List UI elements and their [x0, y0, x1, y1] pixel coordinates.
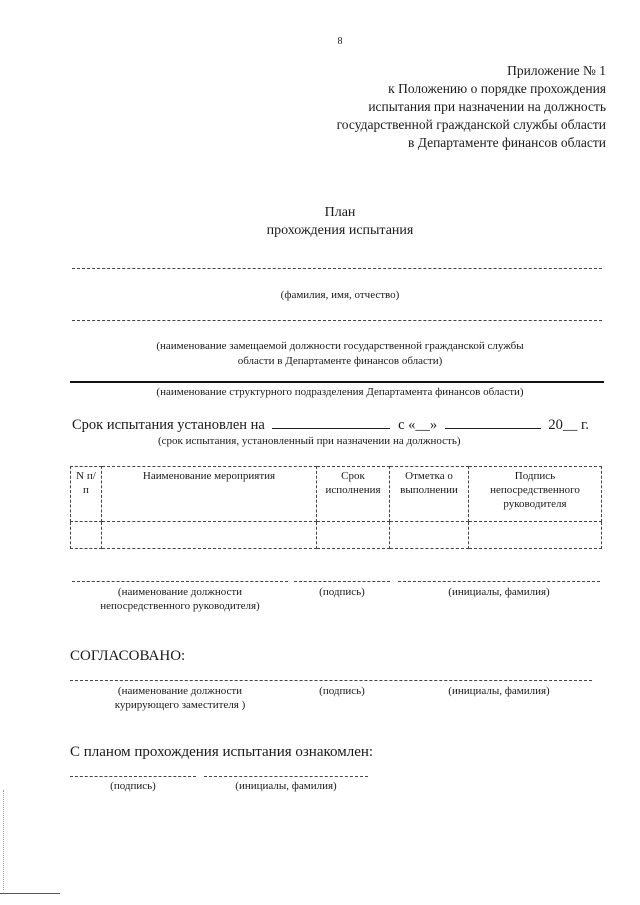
manager-position-caption-line2: непосредственного руководителя) — [100, 600, 260, 612]
column-header-completion-mark: Отметка о выполнении — [390, 467, 469, 522]
table-cell[interactable] — [102, 522, 317, 549]
manager-name-field-line[interactable] — [398, 581, 600, 582]
term-month-field[interactable] — [445, 416, 541, 429]
acknowledged-name-caption: (инициалы, фамилия) — [235, 780, 337, 792]
acknowledged-signature-caption: (подпись) — [110, 780, 156, 792]
position-caption-line2: области в Департаменте финансов области) — [237, 355, 443, 367]
manager-name-caption: (инициалы, фамилия) — [448, 586, 550, 598]
table-cell[interactable] — [71, 522, 102, 549]
table-cell[interactable] — [390, 522, 469, 549]
acknowledged-name-field-line[interactable] — [204, 776, 368, 777]
manager-position-field-line[interactable] — [72, 581, 288, 582]
approved-name-caption: (инициалы, фамилия) — [448, 685, 550, 697]
term-row — [72, 416, 589, 434]
approved-position-caption-line2: курирующего заместителя ) — [114, 699, 246, 711]
full-name-field-line[interactable] — [72, 268, 602, 269]
plan-title-sub: прохождения испытания — [266, 223, 414, 238]
table-cell[interactable] — [469, 522, 602, 549]
table-cell[interactable] — [317, 522, 390, 549]
acknowledged-heading: С планом прохождения испытания ознакомлен: — [70, 744, 374, 760]
table-header-row — [71, 467, 602, 522]
plan-table — [70, 466, 602, 549]
term-from-label: с «__» — [398, 417, 438, 433]
column-header-deadline: Срок исполнения — [317, 467, 390, 522]
approved-signature-caption: (подпись) — [319, 685, 365, 697]
table-row — [71, 522, 602, 549]
manager-signature-field-line[interactable] — [294, 581, 390, 582]
appendix-header — [337, 62, 606, 152]
page-number: 8 — [337, 36, 343, 47]
approved-position-caption-line1: (наименование должности — [117, 685, 243, 697]
term-year-label: 20__ г. — [548, 417, 589, 433]
appendix-line: испытания при назначении на должность — [368, 99, 606, 114]
department-field-line[interactable] — [70, 381, 604, 383]
plan-title-main: План — [324, 205, 356, 220]
term-note: (срок испытания, установленный при назначении на должность) — [158, 435, 461, 447]
appendix-line: в Департаменте финансов области — [407, 135, 606, 150]
position-field-line[interactable] — [72, 320, 602, 321]
term-label: Срок испытания установлен на — [72, 417, 265, 433]
manager-signature-caption: (подпись) — [319, 586, 365, 598]
approved-field-line[interactable] — [70, 680, 592, 681]
full-name-caption: (фамилия, имя, отчество) — [280, 289, 400, 301]
appendix-line: к Положению о порядке прохождения — [388, 81, 606, 96]
manager-position-caption-line1: (наименование должности — [117, 586, 243, 598]
column-header-manager-signature: Подпись непосредственного руководителя — [469, 467, 602, 522]
scan-edge-mark — [3, 790, 4, 890]
column-header-activity: Наименование мероприятия — [102, 467, 317, 522]
scan-bottom-mark — [0, 893, 60, 894]
term-duration-field[interactable] — [272, 416, 390, 429]
plan-title — [0, 204, 640, 240]
position-caption-line1: (наименование замещаемой должности государственной гражданской службы — [156, 340, 524, 352]
appendix-line: Приложение № 1 — [507, 63, 606, 78]
column-header-number: N п/п — [71, 467, 102, 522]
department-caption: (наименование структурного подразделения Департамента финансов области) — [156, 386, 524, 398]
approved-heading: СОГЛАСОВАНО: — [70, 648, 186, 664]
appendix-line: государственной гражданской службы области — [336, 117, 606, 132]
acknowledged-signature-field-line[interactable] — [70, 776, 196, 777]
